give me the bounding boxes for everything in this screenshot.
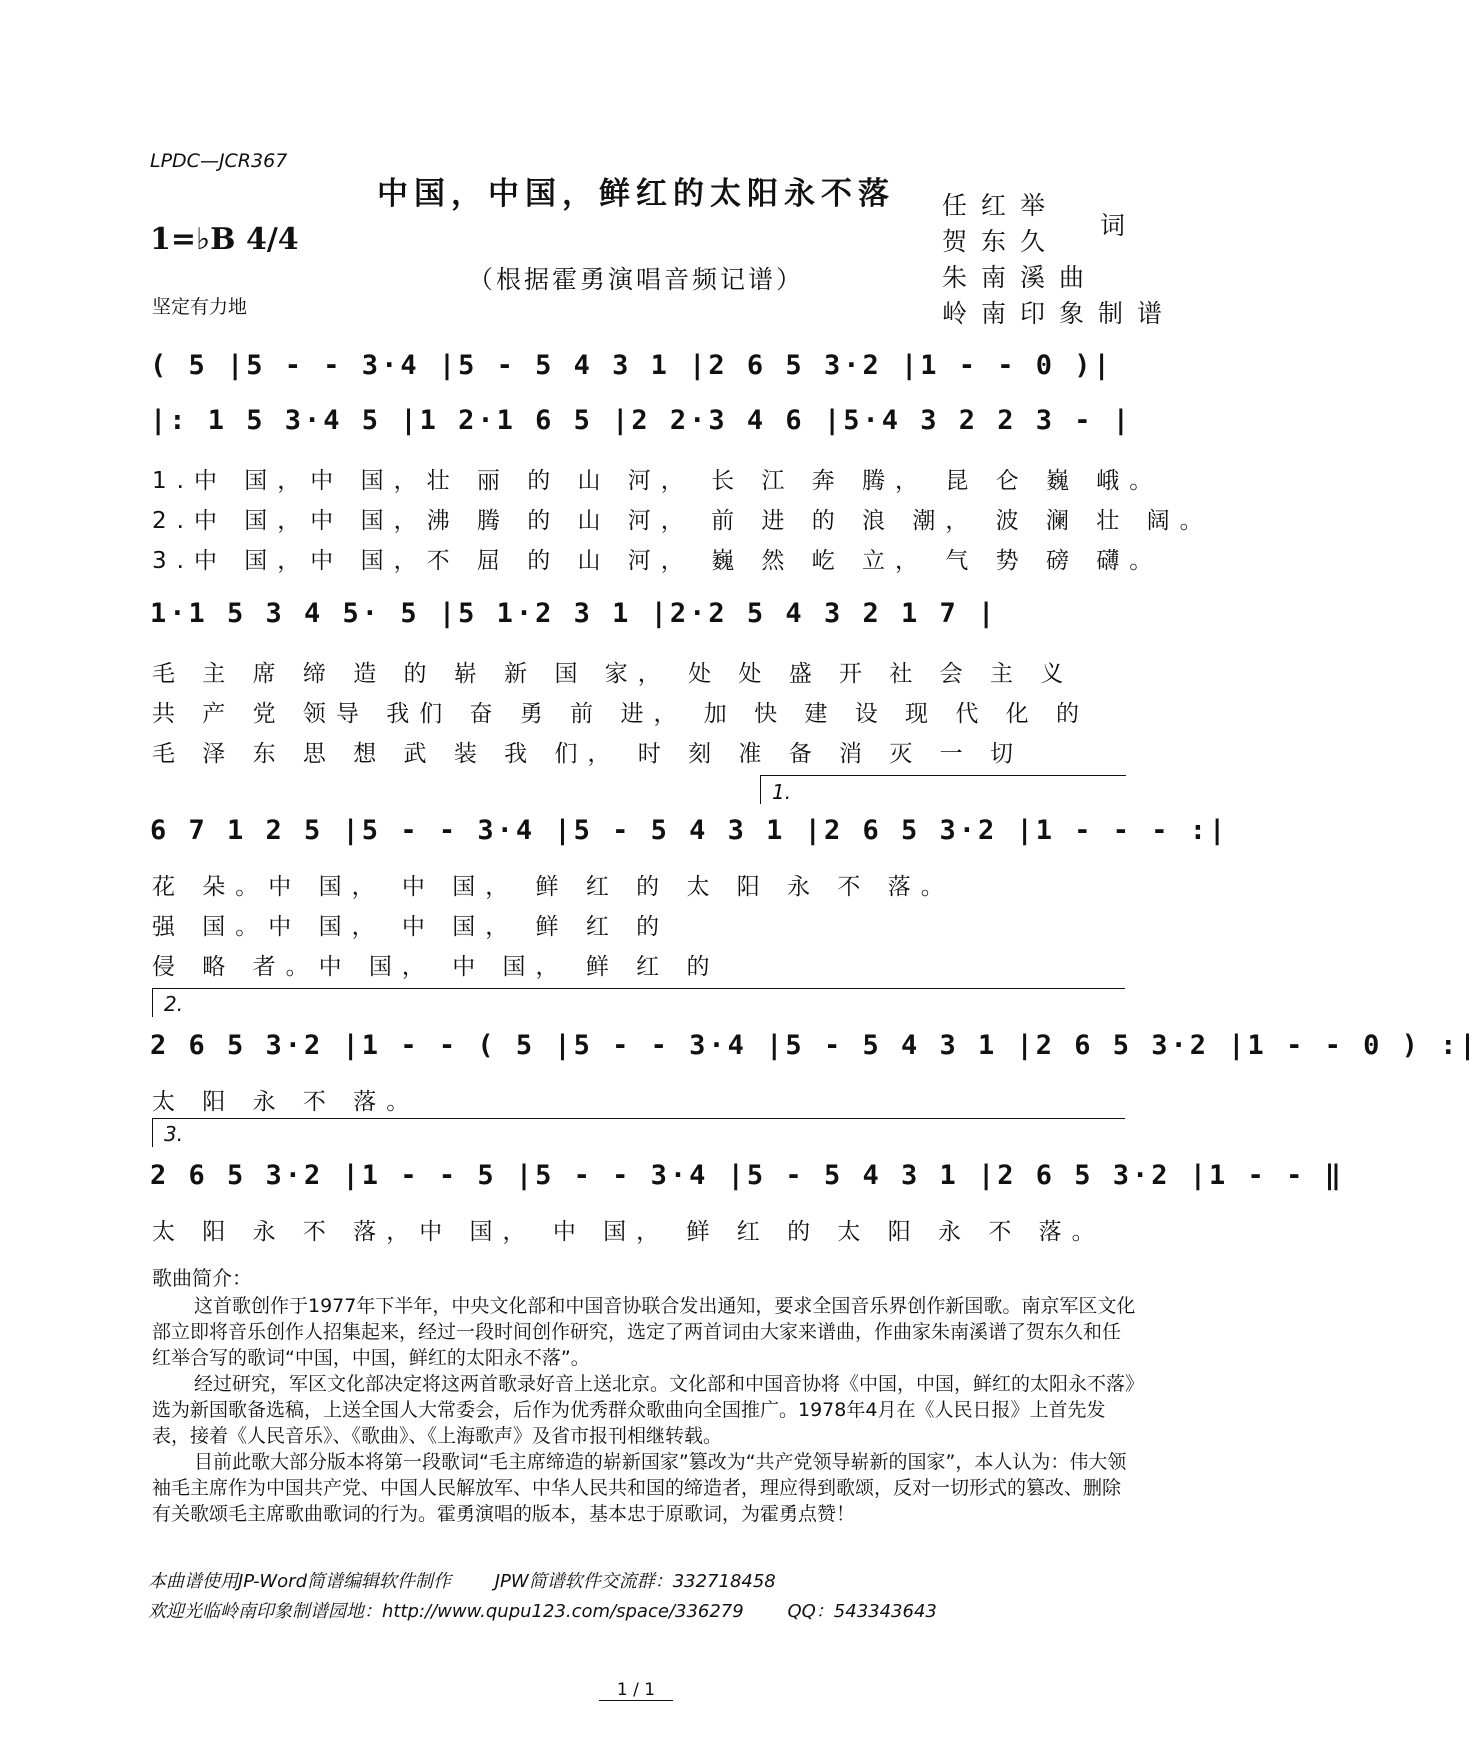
staff-notes: 1·1 5 3 4 5· 5 |5 1·2 3 1 |2·2 5 4 3 2 1 7 | xyxy=(150,598,998,629)
lyric-line: 1.中 国，中 国，壮 丽 的 山 河， 长 江 奔 腾， 昆 仑 巍 峨。 xyxy=(152,468,1163,494)
lyric-line: 强 国。中 国， 中 国， 鲜 红 的 xyxy=(152,914,670,940)
lyric-line: 2.中 国，中 国，沸 腾 的 山 河， 前 进 的 浪 潮， 波 澜 壮 阔。 xyxy=(152,508,1213,534)
lyric-line: 太 阳 永 不 落。 xyxy=(152,1089,420,1115)
lyric-line: 侵 略 者。中 国， 中 国， 鲜 红 的 xyxy=(152,954,720,980)
song-title: 中国，中国，鲜红的太阳永不落 xyxy=(377,176,895,212)
staff-1 xyxy=(150,405,1133,465)
subtitle: （根据霍勇演唱音频记谱） xyxy=(467,265,804,294)
intro-paragraph: 这首歌创作于1977年下半年，中央文化部和中国音协联合发出通知，要求全国音乐界创作新国歌。南京军区文化部立即将音乐创作人招集起来，经过一段时间创作研究，选定了两首词由大家来谱曲，作曲家朱南溪谱了贺东久和任红举合写的歌词“中国，中国，鲜红的太阳永不落”。 xyxy=(152,1295,1136,1369)
lyricist-2: 贺东久 xyxy=(942,227,1060,256)
volta-bracket-3 xyxy=(152,1118,1125,1147)
tempo-marking: 坚定有力地 xyxy=(152,296,248,318)
page-number-text: 1 / 1 xyxy=(599,1680,673,1701)
lyric-line: 花 朵。中 国， 中 国， 鲜 红 的 太 阳 永 不 落。 xyxy=(152,874,954,900)
key-signature: 1=♭B 4/4 xyxy=(150,222,299,257)
intro-paragraph: 目前此歌大部分版本将第一段歌词“毛主席缔造的崭新国家”篡改为“共产党领导崭新的国家”，本人认为：伟大领袖毛主席作为中国共产党、中国人民解放军、中华人民共和国的缔造者，理应得到歌颂，反对一切形式的篡改、删除有关歌颂毛主席歌曲歌词的行为。霍勇演唱的版本，基本忠于原歌词，为霍勇点赞！ xyxy=(152,1451,1127,1525)
intro-paragraph: 经过研究，军区文化部决定将这两首歌录好音上送北京。文化部和中国音协将《中国，中国，鲜红的太阳永不落》选为新国歌备选稿，上送全国人大常委会，后作为优秀群众歌曲向全国推广。1978年4月在《人民日报》上首先发表，接着《人民音乐》、《歌曲》、《上海歌声》及省市报刊相继转载。 xyxy=(152,1373,1135,1447)
lyric-line: 毛 泽 东 思 想 武 装 我 们， 时 刻 准 备 消 灭 一 切 xyxy=(152,741,1023,767)
volta-label-1: 1. xyxy=(772,780,792,804)
staff-4 xyxy=(150,1030,1479,1090)
staff-notes: |: 1 5 3·4 5 |1 2·1 6 5 |2 2·3 4 6 |5·4 3 2 2 3 - | xyxy=(150,405,1133,436)
composer: 朱南溪曲 xyxy=(942,263,1099,292)
staff-notes: 2 6 5 3·2 |1 - - 5 |5 - - 3·4 |5 - 5 4 3 1 |2 6 5 3·2 |1 - - ‖ xyxy=(150,1160,1344,1191)
lyric-line: 太 阳 永 不 落，中 国， 中 国， 鲜 红 的 太 阳 永 不 落。 xyxy=(152,1219,1105,1245)
staff-notes: ( 5 |5 - - 3·4 |5 - 5 4 3 1 |2 6 5 3·2 |1 - - 0 )| xyxy=(150,350,1113,381)
arranger: 岭南印象制谱 xyxy=(942,299,1177,328)
footer-welcome[interactable]: 欢迎光临岭南印象制谱园地：http://www.qupu123.com/space/336279 xyxy=(148,1601,744,1622)
lyricist-1: 任红举 xyxy=(942,191,1060,220)
lyric-line: 毛 主 席 缔 造 的 崭 新 国 家， 处 处 盛 开 社 会 主 义 xyxy=(152,661,1074,687)
staff-notes: 2 6 5 3·2 |1 - - ( 5 |5 - - 3·4 |5 - 5 4 3 1 |2 6 5 3·2 |1 - - 0 ) :| xyxy=(150,1030,1479,1061)
credits xyxy=(942,188,1176,332)
footer-software: 本曲谱使用JP-Word简谱编辑软件制作 xyxy=(148,1571,451,1592)
volta-bracket-1 xyxy=(760,775,1126,804)
staff-2 xyxy=(150,598,1130,658)
volta-bracket-2 xyxy=(152,988,1125,1017)
intro-heading: 歌曲简介： xyxy=(152,1266,252,1290)
staff-intro xyxy=(150,350,1130,410)
lyric-mark: 词 xyxy=(1100,211,1126,240)
volta-label-2: 2. xyxy=(164,992,184,1016)
staff-3 xyxy=(150,815,1229,875)
lyric-line: 共 产 党 领导 我们 奋 勇 前 进， 加 快 建 设 现 代 化 的 xyxy=(152,701,1089,727)
footer-group: JPW简谱软件交流群：332718458 xyxy=(494,1571,776,1592)
volta-label-3: 3. xyxy=(164,1122,184,1146)
lyric-line: 3.中 国，中 国，不 屈 的 山 河， 巍 然 屹 立， 气 势 磅 礴。 xyxy=(152,548,1163,574)
staff-5 xyxy=(150,1160,1344,1220)
page-number xyxy=(0,1680,1272,1700)
score-code: LPDC—JCR367 xyxy=(150,150,288,172)
footer-line-2 xyxy=(148,1597,975,1623)
staff-notes: 6 7 1 2 5 |5 - - 3·4 |5 - 5 4 3 1 |2 6 5 3·2 |1 - - - :| xyxy=(150,815,1229,846)
footer-qq: QQ：543343643 xyxy=(787,1601,937,1622)
footer-line-1 xyxy=(148,1567,814,1593)
